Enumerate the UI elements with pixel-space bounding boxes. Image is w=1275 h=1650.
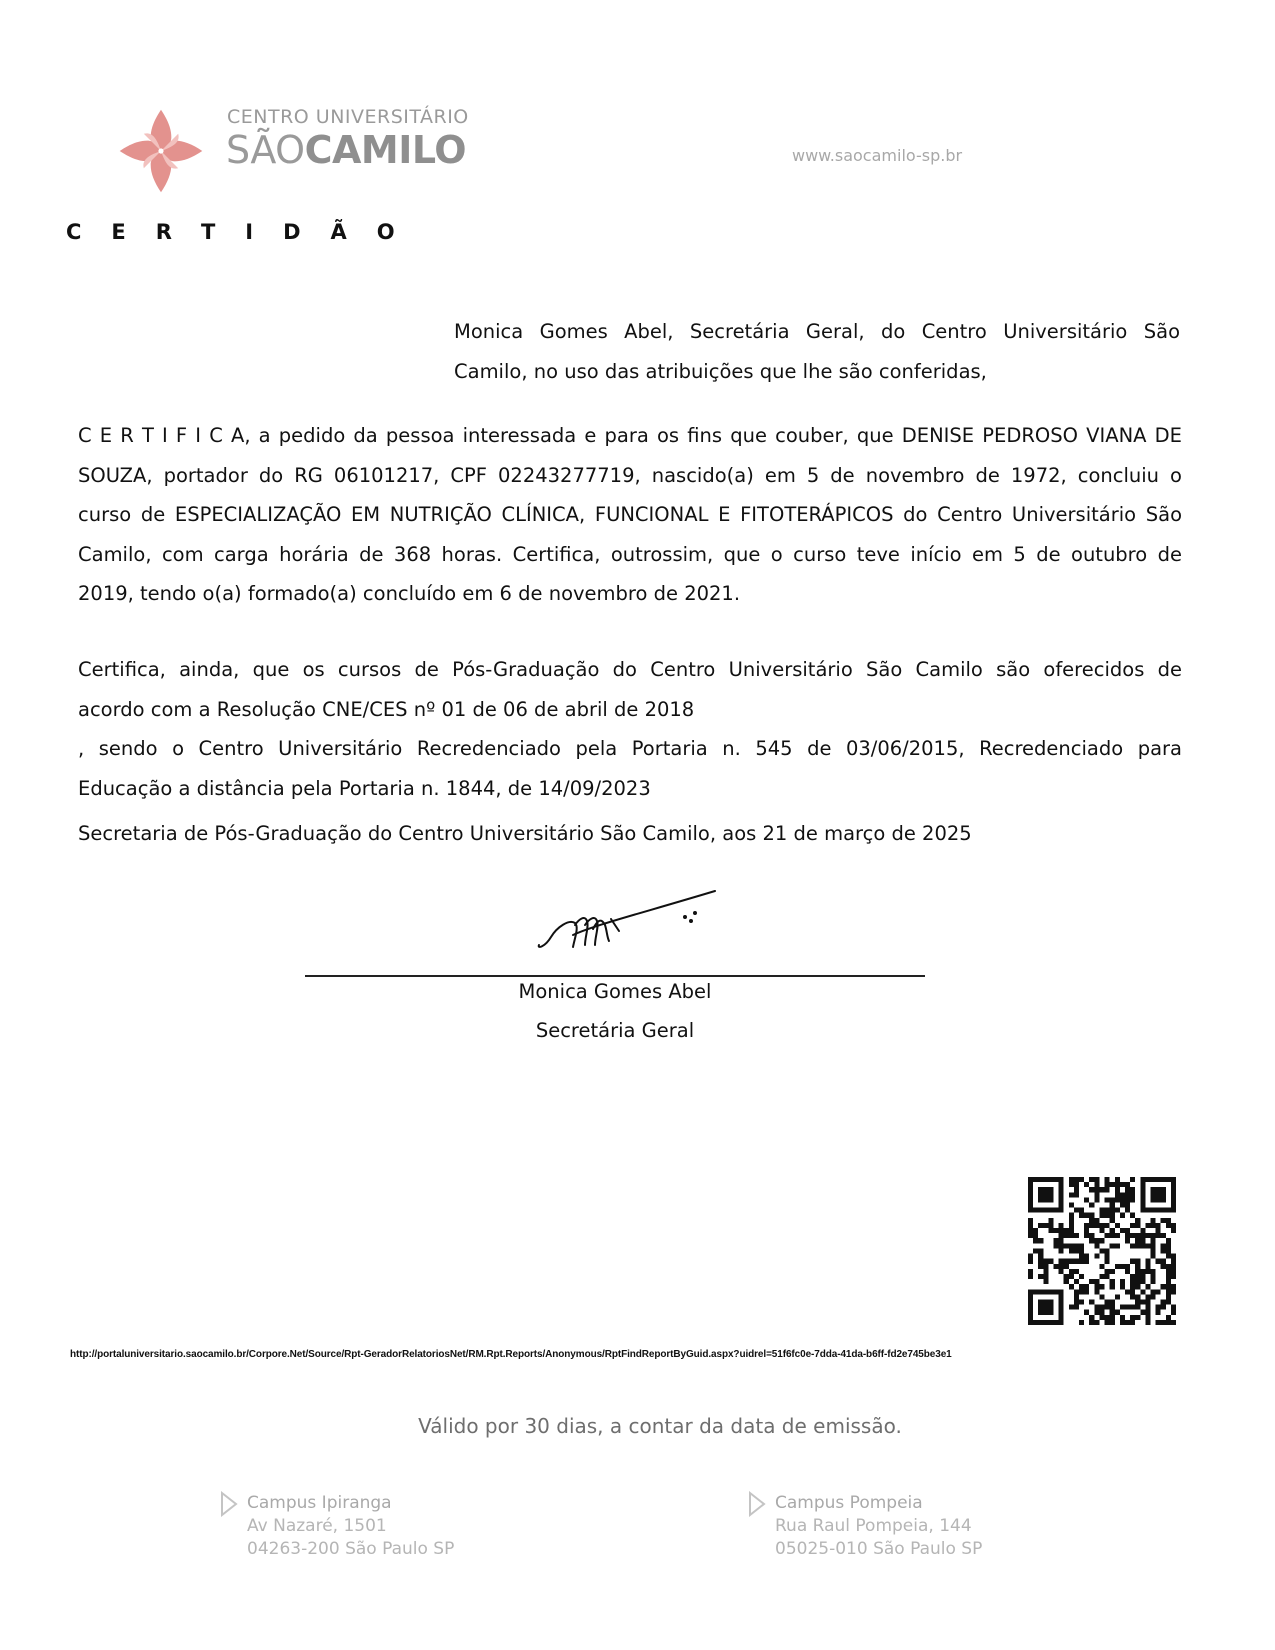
campus-address: Rua Raul Pompeia, 144	[775, 1516, 972, 1536]
logo-wordmark-light: SÃO	[226, 128, 305, 172]
signatory-name: Monica Gomes Abel	[518, 980, 712, 1003]
certificate-line: Camilo, com carga horária de 368 horas. Certifica, outrossim, que o curso teve início em 5 de outubro de	[78, 542, 1182, 566]
verification-url: http://portaluniversitario.saocamilo.br/Corpore.Net/Source/Rpt-GeradorRelatoriosNet/RM.Rpt.Reports/Anonymous/RptFindReportByGuid.aspx?uidrel=51f6fc0e-7dda-41da-b6ff-fd2e745be3e1	[70, 1349, 952, 1360]
campus-ipiranga	[247, 1492, 454, 1561]
qr-code	[1028, 1177, 1176, 1325]
play-arrow-icon	[747, 1491, 767, 1517]
intro-line-1: Monica Gomes Abel, Secretária Geral, do Centro Universitário São	[454, 320, 1180, 343]
handwritten-signature	[535, 885, 725, 955]
certificate-line: 2019, tendo o(a) formado(a) concluído em 6 de novembro de 2021.	[78, 582, 741, 605]
certificate-line: SOUZA, portador do RG 06101217, CPF 02243277719, nascido(a) em 5 de novembro de 1972, concluiu o	[78, 463, 1182, 487]
campus-city: 05025-010 São Paulo SP	[775, 1539, 983, 1559]
campus-name: Campus Pompeia	[775, 1493, 923, 1513]
document-title: CERTIDÃO	[66, 220, 425, 244]
intro-paragraph	[454, 312, 1180, 391]
campus-city: 04263-200 São Paulo SP	[247, 1539, 455, 1559]
accreditation-paragraph	[78, 650, 1182, 808]
logo-institution-label: CENTRO UNIVERSITÁRIO	[227, 106, 469, 128]
accreditation-line: acordo com a Resolução CNE/CES nº 01 de 06 de abril de 2018	[78, 697, 695, 721]
campus-name: Campus Ipiranga	[247, 1493, 392, 1513]
website-url: www.saocamilo-sp.br	[792, 146, 963, 165]
logo-wordmark	[226, 128, 466, 172]
validity-notice: Válido por 30 dias, a contar da data de emissão.	[418, 1414, 902, 1438]
accreditation-line: , sendo o Centro Universitário Recredenciado pela Portaria n. 545 de 03/06/2015, Recredenciado para	[78, 737, 1182, 760]
logo-wordmark-bold: CAMILO	[304, 128, 466, 172]
place-date-line: Secretaria de Pós-Graduação do Centro Universitário São Camilo, aos 21 de março de 2025	[78, 822, 972, 845]
intro-line-2: Camilo, no uso das atribuições que lhe são conferidas,	[454, 359, 987, 383]
play-arrow-icon	[219, 1491, 239, 1517]
accreditation-line: Educação a distância pela Portaria n. 1844, de 14/09/2023	[78, 776, 651, 800]
campus-address: Av Nazaré, 1501	[247, 1516, 387, 1536]
sao-camilo-logo-icon	[118, 108, 204, 194]
certificate-line: C E R T I F I C A, a pedido da pessoa interessada e para os fins que couber, que DENISE PEDROSO VIANA DE	[78, 424, 1182, 447]
accreditation-line: Certifica, ainda, que os cursos de Pós-Graduação do Centro Universitário São Camilo são oferecidos de	[78, 658, 1182, 681]
certificate-paragraph	[78, 416, 1182, 614]
signatory-role: Secretária Geral	[535, 1019, 695, 1042]
signature-line	[305, 975, 925, 977]
certificate-line: curso de ESPECIALIZAÇÃO EM NUTRIÇÃO CLÍNICA, FUNCIONAL E FITOTERÁPICOS do Centro Universitário São	[78, 503, 1182, 526]
campus-pompeia	[775, 1492, 982, 1561]
